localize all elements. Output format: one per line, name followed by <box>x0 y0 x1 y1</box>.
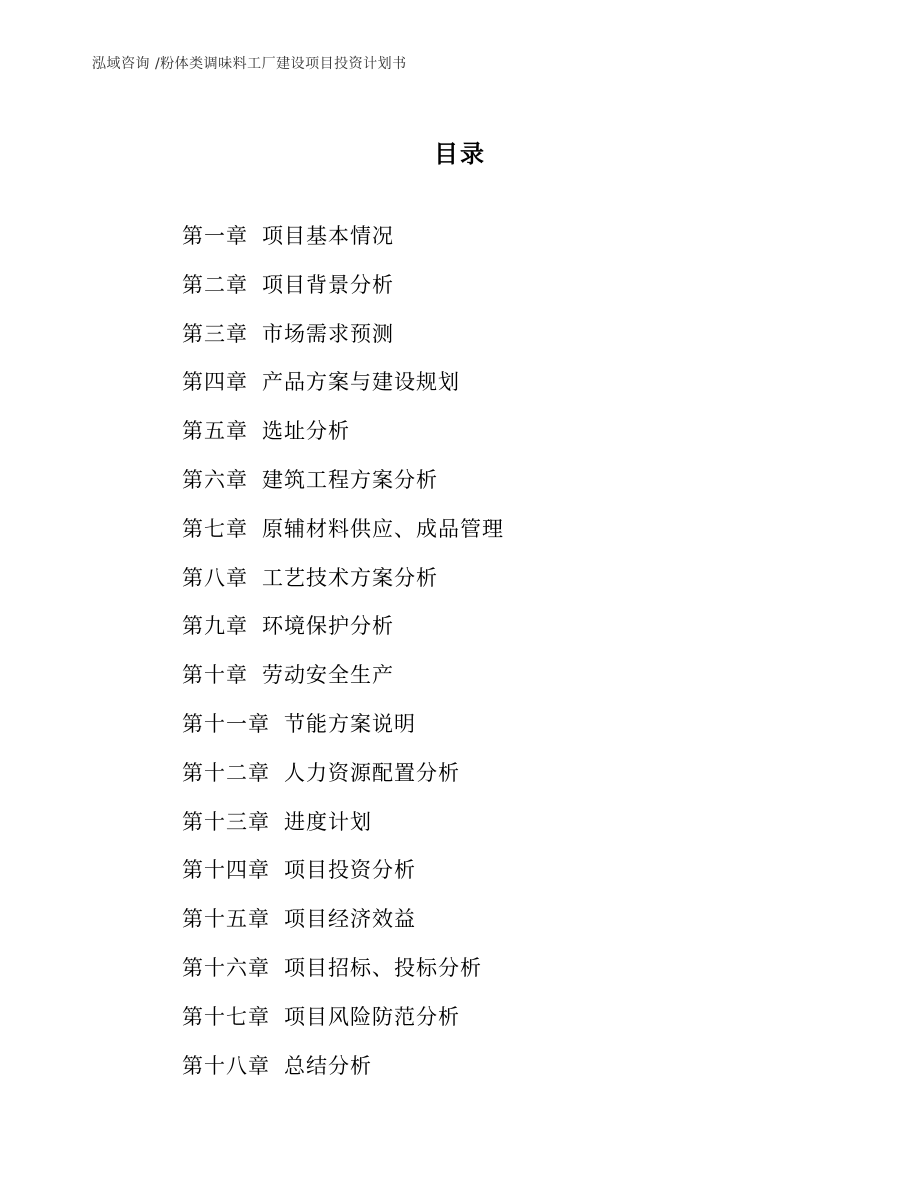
toc-item[interactable] <box>182 1048 504 1097</box>
toc-chapter-title: 建筑工程方案分析 <box>262 467 438 492</box>
toc-item[interactable] <box>182 755 504 804</box>
toc-chapter-number: 第十章 <box>182 663 248 688</box>
toc-chapter-number: 第十三章 <box>182 809 270 834</box>
toc-item[interactable] <box>182 950 504 999</box>
toc-item[interactable] <box>182 560 504 609</box>
toc-item[interactable] <box>182 804 504 853</box>
toc-item[interactable] <box>182 462 504 511</box>
toc-chapter-number: 第十五章 <box>182 907 270 932</box>
toc-chapter-title: 选址分析 <box>262 419 350 444</box>
document-header: 泓域咨询 /粉体类调味料工厂建设项目投资计划书 <box>92 56 407 72</box>
toc-chapter-number: 第三章 <box>182 321 248 346</box>
toc-chapter-title: 项目投资分析 <box>284 858 416 883</box>
toc-item[interactable] <box>182 706 504 755</box>
toc-item[interactable] <box>182 608 504 657</box>
toc-chapter-title: 环境保护分析 <box>262 614 394 639</box>
toc-item[interactable] <box>182 511 504 560</box>
toc-item[interactable] <box>182 413 504 462</box>
toc-chapter-number: 第一章 <box>182 224 248 248</box>
toc-chapter-title: 劳动安全生产 <box>262 663 394 688</box>
toc-chapter-number: 第四章 <box>182 370 248 395</box>
toc-chapter-number: 第十二章 <box>182 760 270 785</box>
toc-chapter-title: 工艺技术方案分析 <box>262 565 438 590</box>
toc-chapter-number: 第六章 <box>182 467 248 492</box>
toc-chapter-number: 第十一章 <box>182 711 270 736</box>
toc-item[interactable] <box>182 364 504 413</box>
toc-chapter-number: 第五章 <box>182 419 248 444</box>
toc-chapter-title: 项目招标、投标分析 <box>284 955 482 980</box>
toc-chapter-title: 产品方案与建设规划 <box>262 370 460 395</box>
toc-chapter-title: 人力资源配置分析 <box>284 760 460 785</box>
toc-chapter-title: 总结分析 <box>284 1053 372 1078</box>
toc-chapter-number: 第十六章 <box>182 955 270 980</box>
toc-chapter-number: 第二章 <box>182 272 248 297</box>
toc-chapter-number: 第八章 <box>182 565 248 590</box>
toc-chapter-title: 项目风险防范分析 <box>284 1004 460 1029</box>
toc-item[interactable] <box>182 218 504 267</box>
toc-chapter-title: 节能方案说明 <box>284 711 416 736</box>
toc-chapter-title: 原辅材料供应、成品管理 <box>262 516 504 541</box>
table-of-contents <box>182 218 504 1096</box>
toc-chapter-title: 项目经济效益 <box>284 907 416 932</box>
toc-chapter-number: 第十八章 <box>182 1053 270 1078</box>
toc-chapter-title: 项目背景分析 <box>262 272 394 297</box>
toc-chapter-number: 第十四章 <box>182 858 270 883</box>
toc-chapter-title: 进度计划 <box>284 809 372 834</box>
page-title: 目录 <box>434 140 486 168</box>
toc-item[interactable] <box>182 657 504 706</box>
toc-chapter-title: 市场需求预测 <box>262 321 394 346</box>
toc-chapter-title: 项目基本情况 <box>262 224 394 248</box>
toc-item[interactable] <box>182 267 504 316</box>
toc-item[interactable] <box>182 316 504 365</box>
toc-chapter-number: 第十七章 <box>182 1004 270 1029</box>
toc-chapter-number: 第九章 <box>182 614 248 639</box>
toc-item[interactable] <box>182 901 504 950</box>
toc-chapter-number: 第七章 <box>182 516 248 541</box>
toc-item[interactable] <box>182 852 504 901</box>
toc-item[interactable] <box>182 999 504 1048</box>
